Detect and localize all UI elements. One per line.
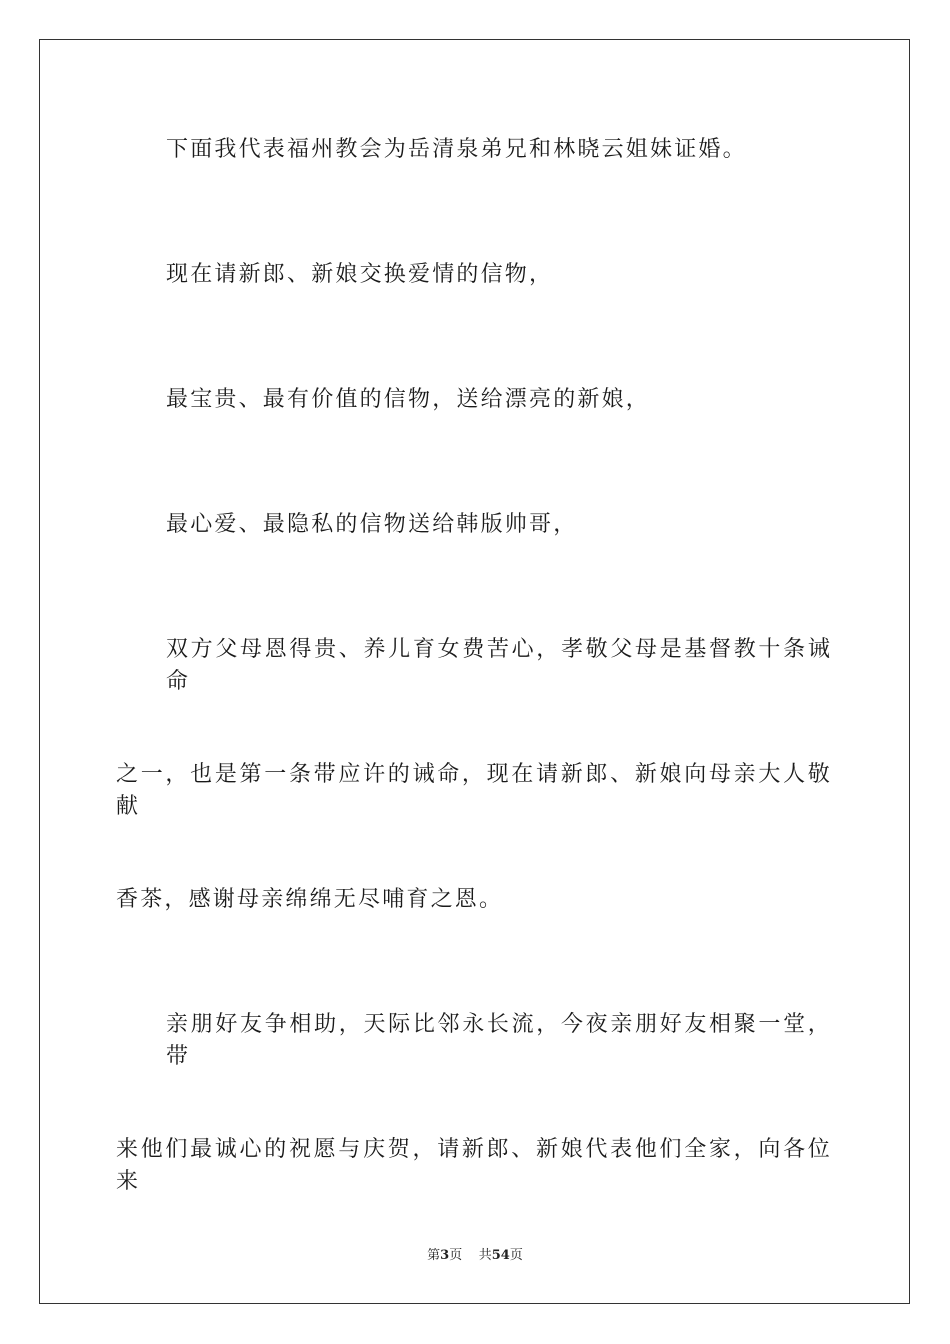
text-line-9: 来他们最诚心的祝愿与庆贺，请新郎、新娘代表他们全家，向各位来 <box>116 1137 832 1194</box>
text-line-5: 双方父母恩得贵、养儿育女费苦心，孝敬父母是基督教十条诫命 <box>166 637 832 694</box>
total-prefix: 共 <box>478 1248 492 1263</box>
text-line-3: 最宝贵、最有价值的信物，送给漂亮的新娘， <box>166 387 651 412</box>
page-prefix: 第 <box>427 1248 441 1263</box>
text-line-7: 香茶，感谢母亲绵绵无尽哺育之恩。 <box>116 887 504 912</box>
text-line-4: 最心爱、最隐私的信物送给韩版帅哥， <box>166 512 578 537</box>
total-pages: 54 <box>491 1248 510 1263</box>
total-suffix: 页 <box>509 1248 523 1263</box>
page-footer <box>0 1247 950 1265</box>
page-suffix: 页 <box>449 1248 463 1263</box>
page-number: 3 <box>440 1248 450 1263</box>
text-line-1: 下面我代表福州教会为岳清泉弟兄和林晓云姐妹证婚。 <box>166 137 747 162</box>
text-line-8: 亲朋好友争相助，天际比邻永长流，今夜亲朋好友相聚一堂，带 <box>166 1012 832 1069</box>
text-line-6: 之一，也是第一条带应许的诫命，现在请新郎、新娘向母亲大人敬献 <box>116 762 832 819</box>
text-line-2: 现在请新郎、新娘交换爱情的信物， <box>166 262 554 287</box>
